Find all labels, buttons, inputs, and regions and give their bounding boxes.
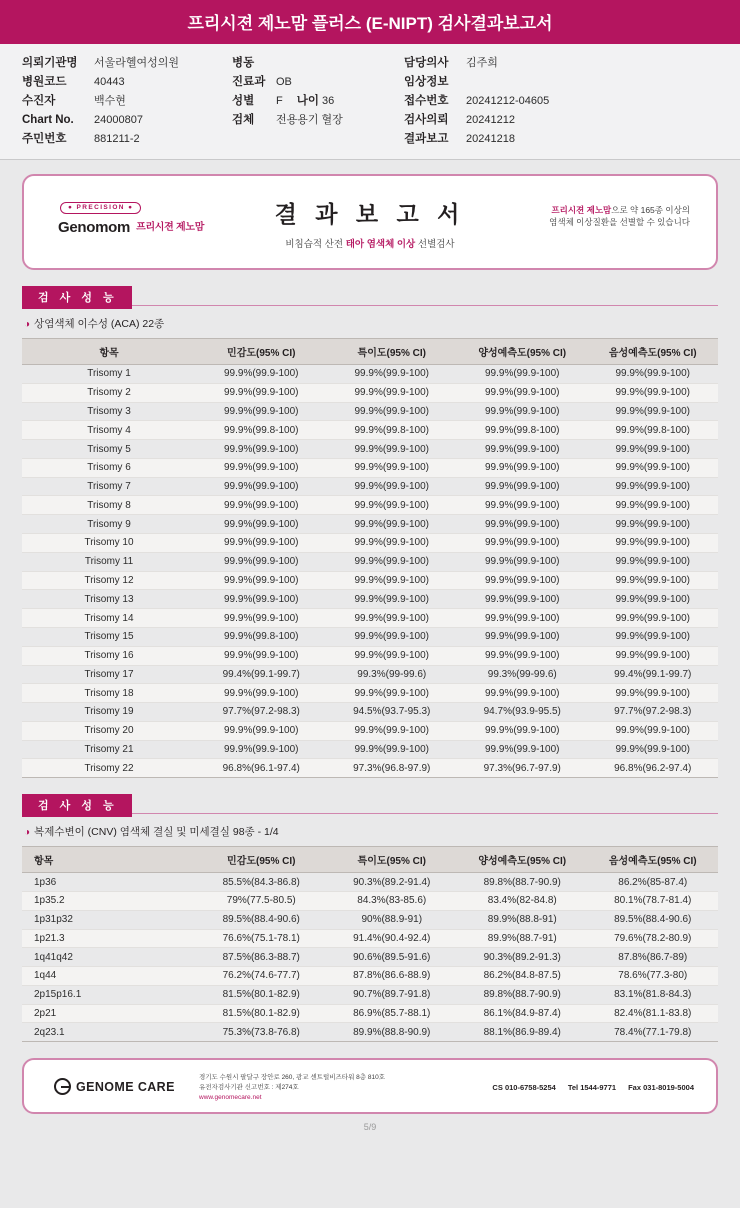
cell-item: Trisomy 21 [22, 740, 196, 759]
cell-value: 99.9%(99.9-100) [588, 534, 719, 553]
cell-item: Trisomy 13 [22, 590, 196, 609]
brand-name-text: Genomom [58, 218, 131, 236]
cell-value: 99.9%(99.9-100) [327, 590, 458, 609]
cell-value: 99.9%(99.9-100) [457, 552, 588, 571]
report-title: 결 과 보 고 서 [274, 201, 466, 227]
cell-item: Trisomy 16 [22, 646, 196, 665]
cell-value: 99.9%(99.9-100) [196, 515, 327, 534]
cell-value: 99.9%(99.9-100) [457, 609, 588, 628]
cell-value: 99.9%(99.9-100) [457, 402, 588, 421]
col-header-item: 항목 [22, 847, 196, 873]
cell-value: 99.3%(99-99.6) [327, 665, 458, 684]
footer-cs-value: 010-6758-5254 [504, 1083, 556, 1093]
cell-item: Trisomy 22 [22, 759, 196, 778]
footer-cs-label: CS [492, 1083, 503, 1093]
cell-value: 99.9%(99.9-100) [588, 552, 719, 571]
cell-value: 96.8%(96.2-97.4) [588, 759, 719, 778]
value-hospital-code: 40443 [94, 76, 125, 88]
cell-value: 99.9%(99.9-100) [327, 496, 458, 515]
patient-info-col-3 [404, 54, 549, 149]
cell-value: 99.9%(99.9-100) [327, 534, 458, 553]
table-row [22, 365, 718, 384]
cell-value: 99.9%(99.9-100) [588, 365, 719, 384]
cell-value: 86.9%(85.7-88.1) [327, 1004, 458, 1023]
value-department: OB [276, 76, 292, 88]
cell-value: 89.9%(88.7-91) [457, 929, 588, 948]
cell-value: 99.9%(99.9-100) [457, 383, 588, 402]
cell-value: 99.9%(99.9-100) [196, 684, 327, 703]
cell-item: 1p35.2 [22, 891, 196, 910]
table-row [22, 609, 718, 628]
patient-info-block [0, 44, 740, 160]
label-clinical-info: 임상정보 [404, 76, 449, 88]
cell-value: 87.5%(86.3-88.7) [196, 948, 327, 967]
report-note-line1-post: 으로 약 165종 이상의 [611, 205, 690, 215]
cell-value: 99.9%(99.9-100) [457, 571, 588, 590]
cell-value: 90.3%(89.2-91.4) [327, 873, 458, 892]
cell-value: 99.9%(99.9-100) [196, 440, 327, 459]
col-header-npv: 음성예측도(95% CI) [588, 339, 719, 365]
info-row-report-date [404, 130, 549, 149]
footer-url[interactable]: www.genomecare.net [199, 1094, 262, 1102]
info-row-patient-name [22, 92, 179, 111]
patient-info-col-2 [232, 54, 343, 130]
cell-value: 99.9%(99.9-100) [588, 477, 719, 496]
cell-item: 2p21 [22, 1004, 196, 1023]
cell-item: Trisomy 2 [22, 383, 196, 402]
label-physician: 담당의사 [404, 57, 449, 69]
cell-value: 99.9%(99.9-100) [588, 627, 719, 646]
cell-value: 91.4%(90.4-92.4) [327, 929, 458, 948]
cell-value: 76.2%(74.6-77.7) [196, 967, 327, 986]
cell-value: 99.9%(99.9-100) [196, 534, 327, 553]
cell-value: 97.7%(97.2-98.3) [588, 703, 719, 722]
cell-value: 99.9%(99.9-100) [327, 646, 458, 665]
table-row [22, 967, 718, 986]
label-institution: 의뢰기관명 [22, 57, 78, 69]
value-institution: 서울라헬여성의원 [94, 57, 180, 69]
table-row [22, 421, 718, 440]
cell-value: 99.9%(99.9-100) [327, 365, 458, 384]
table-body-aca [22, 365, 718, 778]
label-order-date: 검사의뢰 [404, 114, 449, 126]
table-row [22, 703, 718, 722]
cell-value: 99.9%(99.9-100) [327, 440, 458, 459]
cell-value: 80.1%(78.7-81.4) [588, 891, 719, 910]
col-header-specificity: 특이도(95% CI) [327, 339, 458, 365]
table-body-cnv [22, 873, 718, 1042]
cell-value: 99.9%(99.9-100) [457, 365, 588, 384]
label-accession-no: 접수번호 [404, 95, 449, 107]
cell-value: 99.9%(99.8-100) [588, 421, 719, 440]
info-row-institution [22, 54, 179, 73]
table-aca [22, 338, 718, 778]
table-row [22, 552, 718, 571]
cell-value: 99.9%(99.9-100) [327, 402, 458, 421]
cell-value: 99.9%(99.8-100) [196, 627, 327, 646]
cell-value: 89.5%(88.4-90.6) [196, 910, 327, 929]
cell-item: Trisomy 17 [22, 665, 196, 684]
footer-fax-label: Fax [628, 1083, 642, 1093]
cell-item: 1q41q42 [22, 948, 196, 967]
cell-value: 99.9%(99.9-100) [457, 627, 588, 646]
cell-value: 99.9%(99.9-100) [457, 684, 588, 703]
cell-value: 99.9%(99.9-100) [196, 496, 327, 515]
cell-item: Trisomy 12 [22, 571, 196, 590]
cell-value: 99.9%(99.9-100) [196, 721, 327, 740]
cell-value: 99.9%(99.9-100) [457, 646, 588, 665]
table-row [22, 590, 718, 609]
col-header-sensitivity: 민감도(95% CI) [196, 339, 327, 365]
cell-value: 99.9%(99.9-100) [327, 458, 458, 477]
table-row [22, 646, 718, 665]
genome-care-logo-text: GENOME CARE [76, 1079, 175, 1094]
footer-address-line-1: 경기도 수원시 팔달구 장안로 260, 광교 센트럴비즈타워 8층 810호 [199, 1074, 385, 1082]
cell-item: 1p21.3 [22, 929, 196, 948]
cell-value: 99.9%(99.9-100) [327, 571, 458, 590]
section-tag-aca: 검 사 성 능 [22, 286, 132, 309]
cell-value: 84.3%(83-85.6) [327, 891, 458, 910]
label-chart-no: Chart No. [22, 114, 74, 126]
cell-value: 86.1%(84.9-87.4) [457, 1004, 588, 1023]
cell-value: 81.5%(80.1-82.9) [196, 1004, 327, 1023]
table-row [22, 571, 718, 590]
cell-value: 97.7%(97.2-98.3) [196, 703, 327, 722]
cell-value: 78.4%(77.1-79.8) [588, 1023, 719, 1042]
table-row [22, 910, 718, 929]
table-row [22, 383, 718, 402]
table-row [22, 1004, 718, 1023]
cell-value: 86.2%(85-87.4) [588, 873, 719, 892]
cell-value: 99.9%(99.9-100) [327, 609, 458, 628]
table-header-row [22, 847, 718, 873]
cell-value: 99.9%(99.9-100) [196, 609, 327, 628]
label-department: 진료과 [232, 76, 266, 88]
value-order-date: 20241212 [466, 114, 515, 126]
cell-item: 1q44 [22, 967, 196, 986]
cell-value: 90.3%(89.2-91.3) [457, 948, 588, 967]
cell-item: 1p36 [22, 873, 196, 892]
footer-tel-label: Tel [567, 1083, 579, 1093]
cell-value: 99.4%(99.1-99.7) [196, 665, 327, 684]
info-row-order-date [404, 111, 549, 130]
cell-value: 79%(77.5-80.5) [196, 891, 327, 910]
info-row-hospital-code [22, 73, 179, 92]
cell-value: 87.8%(86.7-89) [588, 948, 719, 967]
info-row-sex-age [232, 92, 343, 111]
cell-value: 89.9%(88.8-90.9) [327, 1023, 458, 1042]
report-note-line-2: 염색체 이상질환을 선별할 수 있습니다 [549, 217, 690, 228]
cell-value: 99.9%(99.9-100) [457, 496, 588, 515]
table-row [22, 440, 718, 459]
report-note-brand: 프리시젼 제노맘 [551, 205, 612, 215]
cell-item: Trisomy 6 [22, 458, 196, 477]
cell-value: 89.8%(88.7-90.9) [457, 985, 588, 1004]
cell-value: 99.9%(99.9-100) [588, 496, 719, 515]
cell-value: 90.7%(89.7-91.8) [327, 985, 458, 1004]
cell-item: Trisomy 14 [22, 609, 196, 628]
table-row [22, 929, 718, 948]
cell-item: Trisomy 20 [22, 721, 196, 740]
cell-value: 99.9%(99.9-100) [327, 552, 458, 571]
value-sex: F [276, 95, 283, 107]
cell-value: 99.9%(99.8-100) [457, 421, 588, 440]
cell-value: 90.6%(89.5-91.6) [327, 948, 458, 967]
subtitle-cnv [24, 824, 718, 839]
cell-value: 99.4%(99.1-99.7) [588, 665, 719, 684]
section-header-cnv [22, 794, 718, 814]
cell-value: 99.9%(99.9-100) [588, 440, 719, 459]
cell-value: 97.3%(96.7-97.9) [457, 759, 588, 778]
cell-value: 99.9%(99.9-100) [327, 684, 458, 703]
page-title: 프리시젼 제노맘 플러스 (E-NIPT) 검사결과보고서 [0, 0, 740, 44]
cell-value: 99.9%(99.9-100) [588, 721, 719, 740]
info-row-clinical-info [404, 73, 549, 92]
cell-item: Trisomy 1 [22, 365, 196, 384]
report-subtitle [24, 236, 716, 250]
col-header-npv: 음성예측도(95% CI) [588, 847, 719, 873]
section-header-aca [22, 286, 718, 306]
cell-value: 99.9%(99.9-100) [196, 402, 327, 421]
info-row-resident-no [22, 130, 179, 149]
value-physician: 김주희 [466, 57, 498, 69]
label-age: 나이 [296, 95, 319, 107]
precision-badge: ● PRECISION ● [60, 202, 141, 214]
genome-care-logo [54, 1078, 175, 1095]
cell-item: Trisomy 4 [22, 421, 196, 440]
genome-care-mark-icon [54, 1078, 71, 1095]
table-row [22, 477, 718, 496]
cell-value: 94.7%(93.9-95.5) [457, 703, 588, 722]
cell-value: 99.9%(99.9-100) [588, 609, 719, 628]
label-resident-no: 주민번호 [22, 133, 67, 145]
cell-value: 82.4%(81.1-83.8) [588, 1004, 719, 1023]
cell-item: 2q23.1 [22, 1023, 196, 1042]
cell-value: 99.9%(99.9-100) [588, 590, 719, 609]
cell-value: 99.9%(99.9-100) [327, 721, 458, 740]
cell-item: Trisomy 15 [22, 627, 196, 646]
cell-item: Trisomy 19 [22, 703, 196, 722]
table-row [22, 496, 718, 515]
cell-value: 99.9%(99.9-100) [457, 590, 588, 609]
info-row-accession-no [404, 92, 549, 111]
subtitle-aca-text: 상염색체 이수성 (ACA) 22종 [34, 318, 165, 330]
table-row [22, 948, 718, 967]
cell-value: 99.9%(99.9-100) [588, 458, 719, 477]
col-header-specificity: 특이도(95% CI) [327, 847, 458, 873]
value-age: 36 [322, 95, 335, 107]
cell-value: 97.3%(96.8-97.9) [327, 759, 458, 778]
table-row [22, 740, 718, 759]
report-note [549, 204, 690, 229]
cell-value: 76.6%(75.1-78.1) [196, 929, 327, 948]
cell-value: 75.3%(73.8-76.8) [196, 1023, 327, 1042]
cell-value: 99.9%(99.9-100) [196, 383, 327, 402]
info-row-ward [232, 54, 343, 73]
value-report-date: 20241218 [466, 133, 515, 145]
cell-value: 89.9%(88.8-91) [457, 910, 588, 929]
table-row [22, 458, 718, 477]
footer-fax-value: 031-8019-5004 [643, 1083, 694, 1093]
cell-value: 99.9%(99.9-100) [327, 740, 458, 759]
cell-value: 85.5%(84.3-86.8) [196, 873, 327, 892]
col-header-ppv: 양성예측도(95% CI) [457, 339, 588, 365]
cell-value: 99.9%(99.9-100) [588, 383, 719, 402]
cell-item: Trisomy 8 [22, 496, 196, 515]
cell-item: Trisomy 9 [22, 515, 196, 534]
page-number: 5/9 [363, 1122, 377, 1133]
footer-contact [492, 1083, 694, 1092]
cell-value: 99.9%(99.9-100) [196, 552, 327, 571]
cell-value: 99.9%(99.8-100) [196, 421, 327, 440]
cell-value: 99.9%(99.9-100) [327, 383, 458, 402]
cell-value: 99.3%(99-99.6) [457, 665, 588, 684]
cell-value: 86.2%(84.8-87.5) [457, 967, 588, 986]
patient-info-col-1 [22, 54, 179, 149]
cell-value: 89.5%(88.4-90.6) [588, 910, 719, 929]
info-row-department [232, 73, 343, 92]
report-subtitle-highlight: 태아 염색체 이상 [345, 239, 416, 250]
label-ward: 병동 [232, 57, 255, 69]
cell-item: Trisomy 10 [22, 534, 196, 553]
cell-value: 81.5%(80.1-82.9) [196, 985, 327, 1004]
cell-item: Trisomy 5 [22, 440, 196, 459]
cell-value: 99.9%(99.9-100) [588, 740, 719, 759]
cell-value: 99.9%(99.9-100) [457, 458, 588, 477]
cell-item: 1p31p32 [22, 910, 196, 929]
col-header-ppv: 양성예측도(95% CI) [457, 847, 588, 873]
col-header-item: 항목 [22, 339, 196, 365]
table-row [22, 891, 718, 910]
cell-value: 99.9%(99.9-100) [196, 590, 327, 609]
info-row-specimen [232, 111, 343, 130]
cell-value: 94.5%(93.7-95.3) [327, 703, 458, 722]
footer-address-line-2: 유전자검사기관 신고번호 : 제274호 [199, 1084, 299, 1092]
cell-value: 87.8%(86.6-88.9) [327, 967, 458, 986]
cell-item: Trisomy 3 [22, 402, 196, 421]
table-header-row [22, 339, 718, 365]
footer-tel-value: 1544-9771 [580, 1083, 617, 1093]
cell-value: 99.9%(99.9-100) [457, 740, 588, 759]
table-row [22, 534, 718, 553]
cell-value: 99.9%(99.9-100) [588, 684, 719, 703]
value-specimen: 전용용기 혈장 [276, 114, 343, 126]
report-header-card [22, 174, 718, 270]
cell-value: 99.9%(99.9-100) [196, 477, 327, 496]
table-row [22, 684, 718, 703]
cell-value: 99.9%(99.9-100) [457, 477, 588, 496]
info-row-chart-no [22, 111, 179, 130]
subtitle-cnv-text: 복제수변이 (CNV) 염색체 결실 및 미세결실 98종 - 1/4 [34, 826, 279, 839]
cell-value: 99.9%(99.9-100) [196, 740, 327, 759]
report-subtitle-pre: 비침습적 산전 [285, 239, 346, 250]
cell-value: 99.9%(99.9-100) [196, 646, 327, 665]
cell-value: 99.9%(99.9-100) [588, 646, 719, 665]
subtitle-aca [24, 316, 718, 331]
bullet-icon: ◑ [24, 319, 31, 330]
table-row [22, 1023, 718, 1042]
table-row [22, 721, 718, 740]
label-sex: 성별 [232, 95, 255, 107]
cell-value: 89.8%(88.7-90.9) [457, 873, 588, 892]
section-aca [22, 286, 718, 778]
cell-item: Trisomy 11 [22, 552, 196, 571]
report-subtitle-post: 선별검사 [415, 239, 455, 250]
cell-value: 99.9%(99.9-100) [327, 627, 458, 646]
table-row [22, 759, 718, 778]
cell-item: Trisomy 18 [22, 684, 196, 703]
value-patient-name: 백수현 [94, 95, 126, 107]
col-header-sensitivity: 민감도(95% CI) [196, 847, 327, 873]
table-row [22, 873, 718, 892]
cell-value: 99.9%(99.9-100) [327, 515, 458, 534]
cell-value: 99.9%(99.9-100) [588, 402, 719, 421]
footer-address [199, 1073, 385, 1103]
cell-value: 99.9%(99.9-100) [457, 721, 588, 740]
table-row [22, 627, 718, 646]
cell-value: 99.9%(99.9-100) [196, 571, 327, 590]
section-cnv [22, 794, 718, 1042]
table-row [22, 985, 718, 1004]
cell-value: 83.1%(81.8-84.3) [588, 985, 719, 1004]
cell-value: 99.9%(99.9-100) [588, 515, 719, 534]
cell-value: 99.9%(99.9-100) [196, 365, 327, 384]
brand-subname-text: 프리시젼 제노맘 [136, 221, 205, 233]
report-note-line-1 [549, 204, 690, 216]
cell-value: 99.9%(99.8-100) [327, 421, 458, 440]
bullet-icon: ◑ [24, 827, 31, 839]
info-row-physician [404, 54, 549, 73]
table-row [22, 515, 718, 534]
cell-item: 2p15p16.1 [22, 985, 196, 1004]
footer-card [22, 1058, 718, 1114]
cell-value: 99.9%(99.9-100) [457, 534, 588, 553]
cell-value: 83.4%(82-84.8) [457, 891, 588, 910]
cell-value: 99.9%(99.9-100) [196, 458, 327, 477]
cell-value: 99.9%(99.9-100) [457, 515, 588, 534]
section-tag-cnv: 검 사 성 능 [22, 794, 132, 817]
value-chart-no: 24000807 [94, 114, 143, 126]
cell-value: 96.8%(96.1-97.4) [196, 759, 327, 778]
value-accession-no: 20241212-04605 [466, 95, 550, 107]
table-cnv [22, 846, 718, 1042]
cell-value: 88.1%(86.9-89.4) [457, 1023, 588, 1042]
table-row [22, 665, 718, 684]
table-row [22, 402, 718, 421]
value-resident-no: 881211-2 [94, 133, 140, 145]
label-hospital-code: 병원코드 [22, 76, 67, 88]
cell-value: 90%(88.9-91) [327, 910, 458, 929]
cell-value: 79.6%(78.2-80.9) [588, 929, 719, 948]
cell-value: 99.9%(99.9-100) [457, 440, 588, 459]
label-patient-name: 수진자 [22, 95, 56, 107]
label-report-date: 결과보고 [404, 133, 449, 145]
label-specimen: 검체 [232, 114, 255, 126]
cell-value: 99.9%(99.9-100) [588, 571, 719, 590]
cell-value: 78.6%(77.3-80) [588, 967, 719, 986]
cell-value: 99.9%(99.9-100) [327, 477, 458, 496]
cell-item: Trisomy 7 [22, 477, 196, 496]
